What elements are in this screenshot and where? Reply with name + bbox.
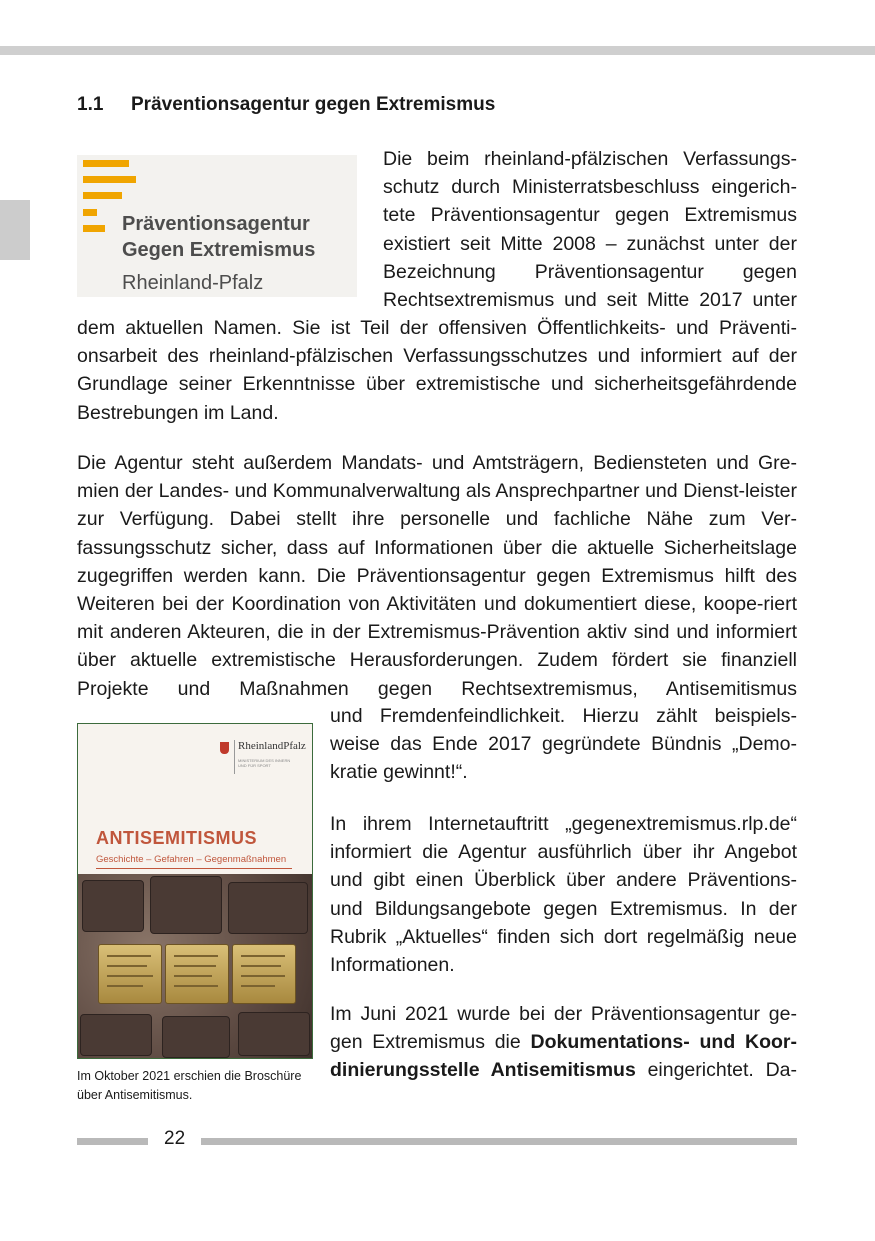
brochure-subtitle: Geschichte – Gefahren – Gegenmaßnahmen	[96, 854, 287, 865]
page-number: 22	[164, 1128, 186, 1149]
publisher-divider	[234, 740, 235, 774]
plate-engraving	[241, 965, 281, 967]
paragraph-4	[330, 1000, 797, 1085]
state-crest-icon	[220, 742, 229, 754]
logo-text-line3: Rheinland-Pfalz	[122, 272, 264, 294]
plate-engraving	[174, 965, 216, 967]
memorial-plate	[98, 944, 162, 1004]
logo-stripe	[83, 209, 97, 216]
plate-engraving	[241, 975, 285, 977]
stolpersteine-photo	[78, 874, 312, 1058]
plate-engraving	[107, 955, 151, 957]
cobblestone	[80, 1014, 152, 1056]
logo-stripe	[83, 225, 105, 232]
brochure-cover-image	[77, 723, 313, 1059]
footer-rule-left	[77, 1138, 148, 1145]
memorial-plate	[232, 944, 296, 1004]
plate-engraving	[107, 975, 153, 977]
plate-engraving	[107, 965, 147, 967]
paragraph-2-continued: und Fremdenfeindlichkeit. Hierzu zählt beispiels-weise das Ende 2017 gegründete Bündnis „Demo-kratie gewinnt!“.	[330, 705, 797, 784]
plate-engraving	[174, 985, 218, 987]
memorial-plate	[165, 944, 229, 1004]
plate-engraving	[174, 955, 218, 957]
top-rule	[0, 46, 875, 55]
paragraph-4-bold: Dokumentations- und Koor-dinierungsstelle Antisemitismus	[330, 1031, 797, 1082]
image-caption: Im Oktober 2021 erschien die Broschüre über Antisemitismus.	[77, 1069, 302, 1102]
cobblestone	[150, 876, 222, 934]
plate-engraving	[174, 975, 212, 977]
brochure-rule	[96, 868, 292, 869]
logo-stripe	[83, 176, 136, 183]
cobblestone	[162, 1016, 230, 1058]
cobblestone	[82, 880, 144, 932]
paragraph-1-continued: dem aktuellen Namen. Sie ist Teil der offensiven Öffentlichkeits- und Präventi-onsarbeit des rheinland-pfälzischen Verfassungsschutzes und informiert auf der Grundlage seiner Erkenntnisse über extremistische und sicherheitsgefährdende Bestrebungen im Land.	[77, 317, 797, 424]
plate-engraving	[241, 955, 285, 957]
cobblestone	[238, 1012, 310, 1056]
footer-rule-right	[201, 1138, 797, 1145]
publisher-logo: RheinlandPfalz	[238, 740, 306, 752]
paragraph-4-text: Im Juni 2021 wurde bei der Präventionsagentur ge-gen Extremismus die	[330, 1003, 797, 1054]
chapter-tab-marker	[0, 200, 30, 260]
plate-engraving	[241, 985, 275, 987]
paragraph-2: Die Agentur steht außerdem Mandats- und Amtsträgern, Bediensteten und Gre-mien der Landes- und Kommunalverwaltung als Ansprechpartner und Dienst-leister zur Verfügung. Dabei stellt ihre personelle und fachliche Nähe zum Ver-fassungsschutz sicher, dass auf Informationen über die aktuelle Sicherheitslage zugegriffen werden kann. Die Präventionsagentur gegen Extremismus hilft des Weiteren bei der Koordination von Aktivitäten und dokumentiert diese, koope-riert mit anderen Akteuren, die in der Extremismus-Prävention aktiv sind und informiert über aktuelle extremistische Herausforderungen. Zudem fördert sie finanziell Projekte und Maßnahmen gegen Rechtsextremismus, Antisemitismus	[77, 452, 797, 700]
plate-engraving	[107, 985, 143, 987]
paragraph-1-intro: Die beim rheinland-pfälzischen Verfassungs-schutz durch Ministerratsbeschluss eingerich-tete Präventionsagentur gegen Extremismus existiert seit Mitte 2008 – zunächst unter der Bezeichnung Präventionsagentur gegen Rechtsextremismus und seit Mitte 2017 unter	[383, 148, 797, 312]
cobblestone	[228, 882, 308, 934]
logo-text-line1: Präventionsagentur	[122, 213, 310, 235]
logo-text-line2: Gegen Extremismus	[122, 239, 316, 261]
brochure-title: ANTISEMITISMUS	[96, 828, 258, 848]
agency-logo	[77, 155, 357, 297]
paragraph-4-tail: eingerichtet. Da-	[635, 1059, 797, 1082]
paragraph-3: In ihrem Internetauftritt „gegenextremismus.rlp.de“ informiert die Agentur ausführlich über ihr Angebot und gibt einen Überblick über andere Präventions- und Bildungsangebote gegen Extremismus. In der Rubrik „Aktuelles“ finden sich dort regelmäßig neue Informationen.	[330, 813, 797, 977]
section-title: Präventionsagentur gegen Extremismus	[131, 94, 496, 115]
logo-stripe	[83, 160, 129, 167]
publisher-subtitle: MINISTERIUM DES INNERN UND FÜR SPORT	[238, 758, 291, 768]
section-heading	[77, 94, 495, 116]
section-number: 1.1	[77, 94, 104, 115]
logo-stripe	[83, 192, 122, 199]
